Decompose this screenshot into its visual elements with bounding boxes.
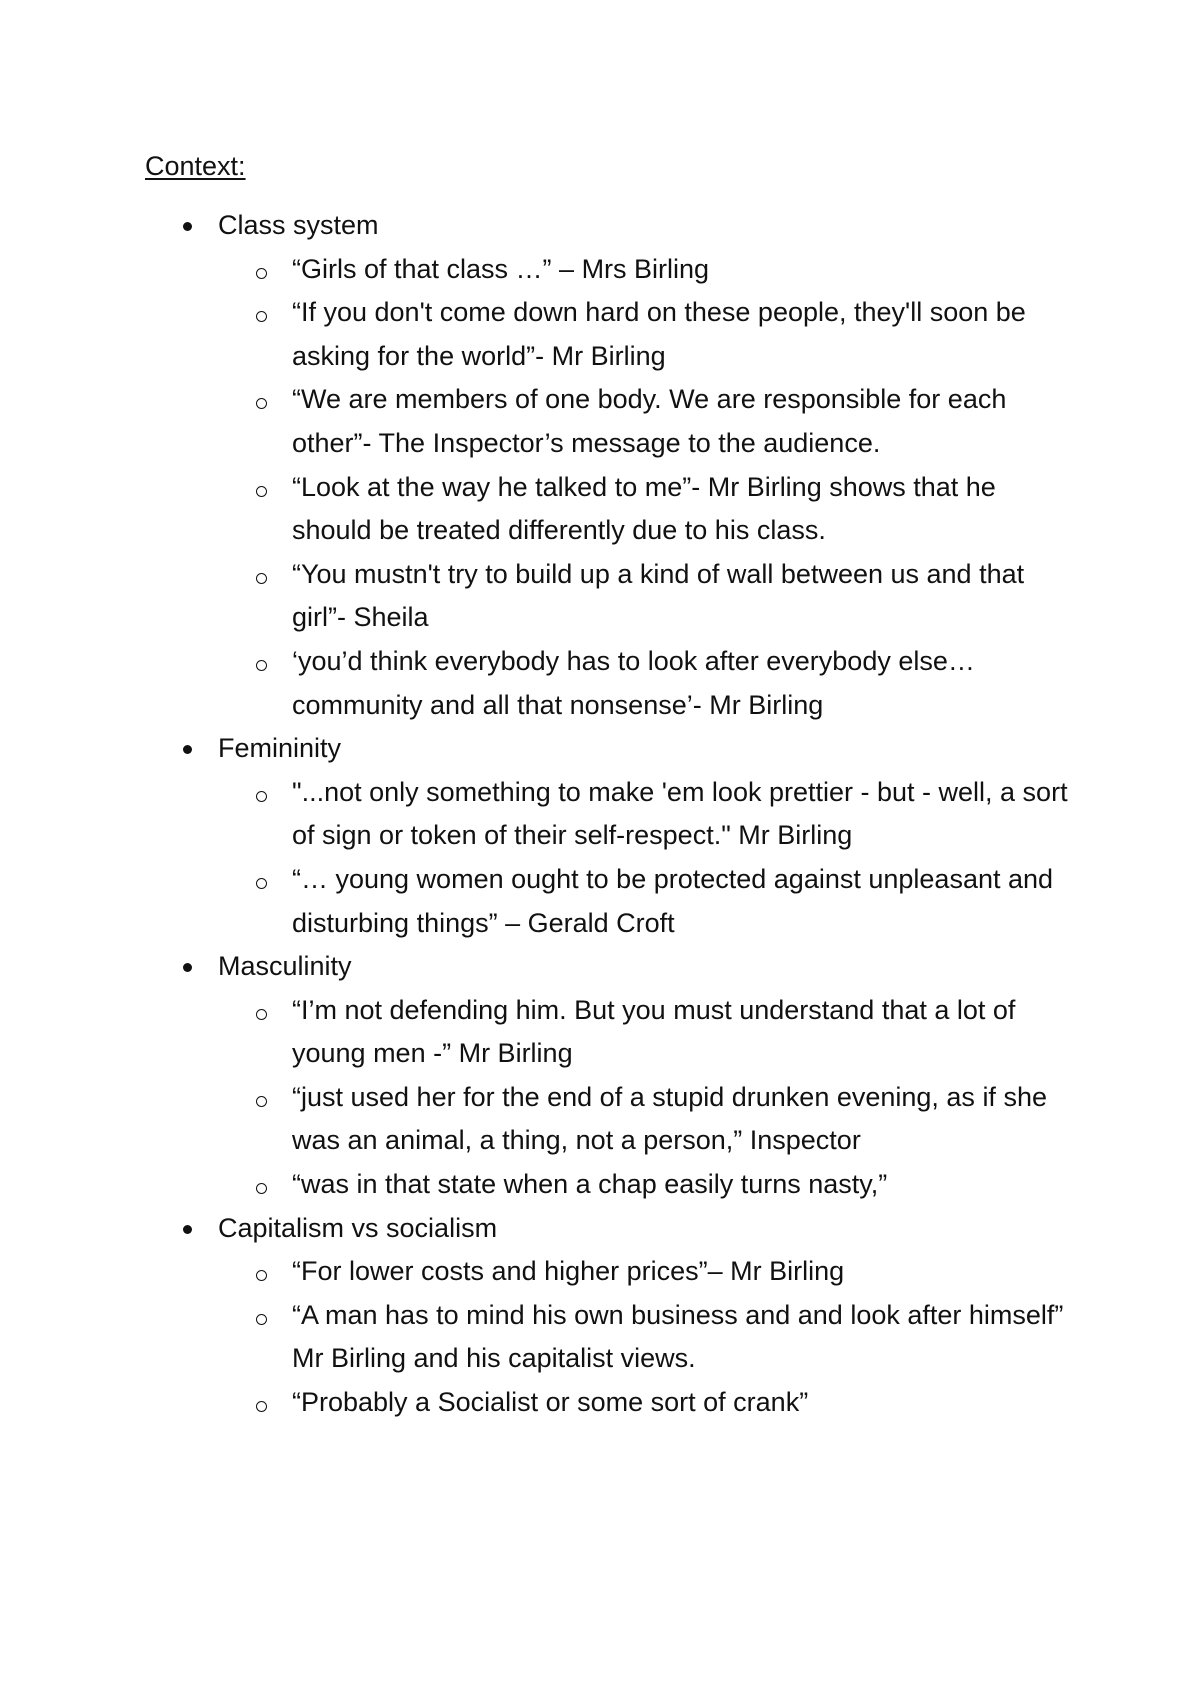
quote-item [0, 1294, 1072, 1381]
quote-text: “was in that state when a chap easily turns nasty,” [292, 1169, 888, 1200]
quote-list [0, 989, 1200, 1207]
quote-item [0, 1163, 1072, 1207]
circle-bullet-icon [256, 1270, 267, 1281]
circle-bullet-icon [256, 1401, 267, 1412]
quote-item [0, 1076, 1072, 1163]
circle-bullet-icon [256, 573, 267, 584]
topic-class-system [0, 204, 1200, 727]
quote-text: “You mustn't try to build up a kind of wall between us and that girl”- Sheila [292, 558, 1025, 633]
quote-text: “A man has to mind his own business and and look after himself” Mr Birling and his capitalist views. [292, 1299, 1064, 1374]
topic-title: Femininity [218, 733, 342, 764]
quote-item [0, 1381, 1072, 1425]
topic-title: Masculinity [218, 951, 352, 982]
quote-text: “We are members of one body. We are responsible for each other”- The Inspector’s message to the audience. [292, 384, 1007, 458]
quote-list [0, 248, 1200, 728]
circle-bullet-icon [256, 311, 267, 322]
bullet-icon [183, 1225, 192, 1234]
topic-capitalism-vs-socialism [0, 1207, 1200, 1425]
quote-text: "...not only something to make 'em look prettier - but - well, a sort of sign or token of their self-respect." Mr Birling [292, 776, 1068, 851]
quote-text: “Look at the way he talked to me”- Mr Birling shows that he should be treated differently due to his class. [292, 471, 996, 546]
bullet-icon [183, 745, 192, 754]
topic-title: Capitalism vs socialism [218, 1212, 498, 1243]
quote-text: “I’m not defending him. But you must understand that a lot of young men -” Mr Birling [292, 994, 1016, 1069]
circle-bullet-icon [256, 660, 267, 671]
circle-bullet-icon [256, 878, 267, 889]
quote-list [0, 1250, 1200, 1424]
circle-bullet-icon [256, 1183, 267, 1194]
quote-item [0, 291, 1072, 378]
circle-bullet-icon [256, 486, 267, 497]
quote-item [0, 640, 1072, 727]
quote-text: “just used her for the end of a stupid drunken evening, as if she was an animal, a thing, not a person,” Inspector [292, 1081, 1047, 1156]
bullet-icon [183, 222, 192, 231]
quote-text: “If you don't come down hard on these people, they'll soon be asking for the world”- Mr Birling [292, 297, 1026, 371]
circle-bullet-icon [256, 268, 267, 279]
circle-bullet-icon [256, 791, 267, 802]
quote-text: “For lower costs and higher prices”– Mr Birling [292, 1256, 845, 1287]
quote-item [0, 989, 1072, 1076]
topic-masculinity [0, 945, 1200, 1207]
quote-item [0, 771, 1072, 858]
quote-item [0, 553, 1072, 640]
quote-text: ‘you’d think everybody has to look after everybody else… community and all that nonsense’- Mr Birling [292, 645, 975, 720]
quote-item [0, 1250, 1072, 1294]
quote-text: “Girls of that class …” – Mrs Birling [292, 253, 710, 284]
bullet-icon [183, 963, 192, 972]
circle-bullet-icon [256, 1009, 267, 1020]
topic-title: Class system [218, 210, 379, 240]
quote-item [0, 858, 1072, 945]
quote-item [0, 248, 1072, 292]
quote-item [0, 378, 1072, 465]
circle-bullet-icon [256, 1096, 267, 1107]
circle-bullet-icon [256, 398, 267, 409]
quote-item [0, 466, 1072, 553]
quote-text: “Probably a Socialist or some sort of crank” [292, 1387, 809, 1418]
topic-femininity [0, 727, 1200, 945]
quote-text: “… young women ought to be protected against unpleasant and disturbing things” – Gerald Croft [292, 863, 1054, 938]
quote-list [0, 771, 1200, 945]
page-heading: Context: [145, 151, 246, 181]
circle-bullet-icon [256, 1314, 267, 1325]
topic-list [0, 204, 1200, 1425]
